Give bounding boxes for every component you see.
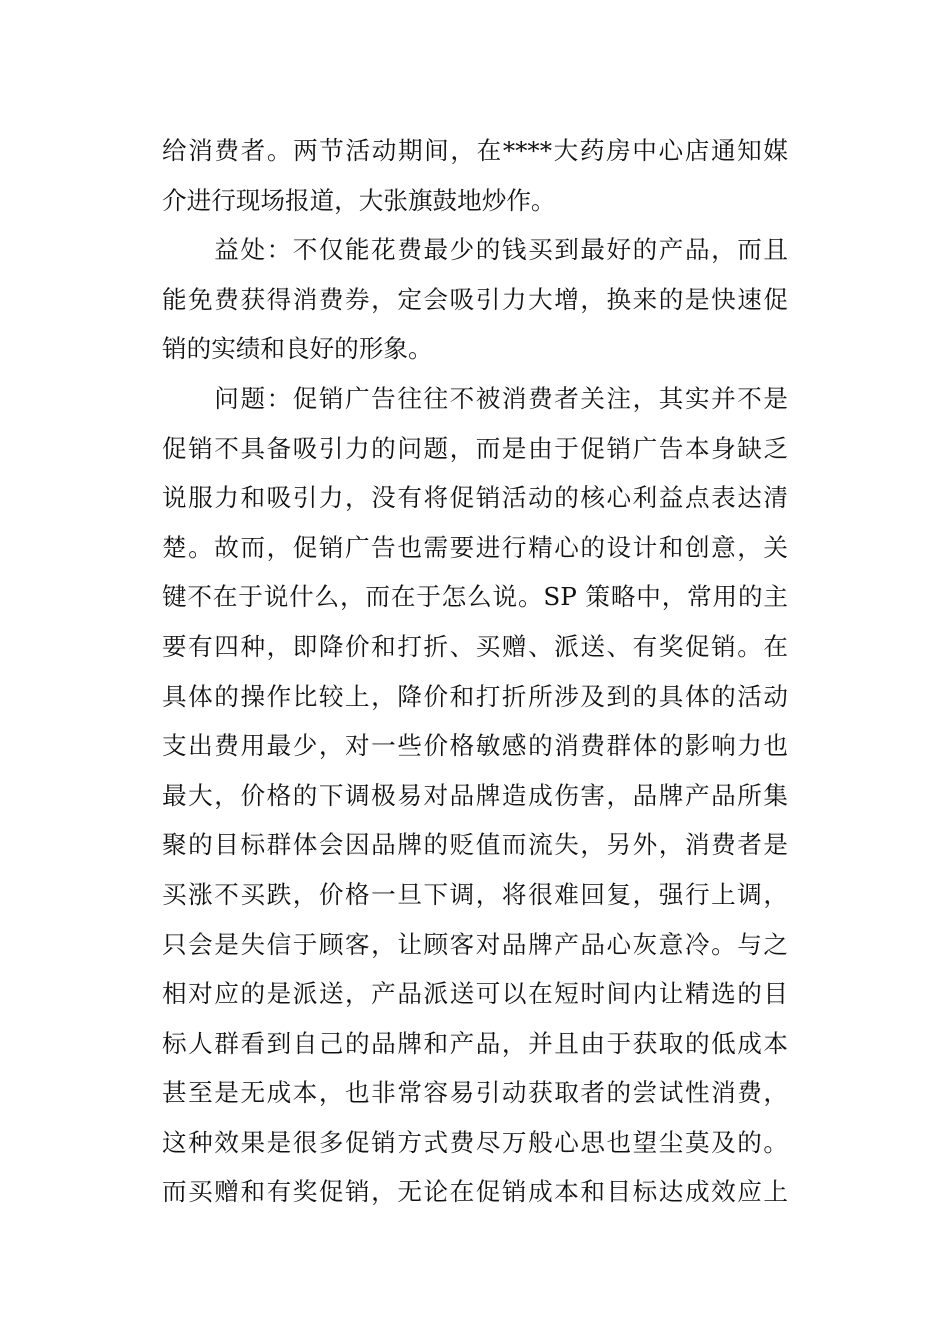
text-line: 支出费用最少，对一些价格敏感的消费群体的影响力也 — [162, 731, 788, 761]
text-line: 介进行现场报道，大张旗鼓地炒作。 — [162, 185, 556, 215]
text-line: 而买赠和有奖促销，无论在促销成本和目标达成效应上 — [162, 1177, 788, 1207]
text-line: 问题：促销广告往往不被消费者关注，其实并不是 — [162, 383, 788, 413]
text-line: 益处：不仅能花费最少的钱买到最好的产品，而且 — [162, 235, 788, 265]
body-text — [162, 126, 788, 1217]
text-line: 键不在于说什么，而在于怎么说。SP 策略中，常用的主 — [162, 582, 788, 612]
text-line: 只会是失信于顾客，让顾客对品牌产品心灰意冷。与之 — [162, 929, 788, 959]
text-line: 买涨不买跌，价格一旦下调，将很难回复，强行上调， — [162, 879, 788, 909]
text-line: 聚的目标群体会因品牌的贬值而流失，另外，消费者是 — [162, 830, 788, 860]
text-line: 促销不具备吸引力的问题，而是由于促销广告本身缺乏 — [162, 433, 788, 463]
text-line: 甚至是无成本，也非常容易引动获取者的尝试性消费， — [162, 1078, 788, 1108]
text-line: 能免费获得消费券，定会吸引力大增，换来的是快速促 — [162, 284, 788, 314]
text-line: 标人群看到自己的品牌和产品，并且由于获取的低成本 — [162, 1028, 788, 1058]
text-line: 销的实绩和良好的形象。 — [162, 334, 433, 364]
text-line: 具体的操作比较上，降价和打折所涉及到的具体的活动 — [162, 681, 788, 711]
text-line: 楚。故而，促销广告也需要进行精心的设计和创意，关 — [162, 532, 788, 562]
text-line: 这种效果是很多促销方式费尽万般心思也望尘莫及的。 — [162, 1127, 788, 1157]
text-line: 说服力和吸引力，没有将促销活动的核心利益点表达清 — [162, 483, 788, 513]
text-line: 最大，价格的下调极易对品牌造成伤害，品牌产品所集 — [162, 780, 788, 810]
text-line: 要有四种，即降价和打折、买赠、派送、有奖促销。在 — [162, 631, 788, 661]
text-line: 相对应的是派送，产品派送可以在短时间内让精选的目 — [162, 979, 788, 1009]
text-line: 给消费者。两节活动期间，在****大药房中心店通知媒 — [162, 136, 788, 165]
